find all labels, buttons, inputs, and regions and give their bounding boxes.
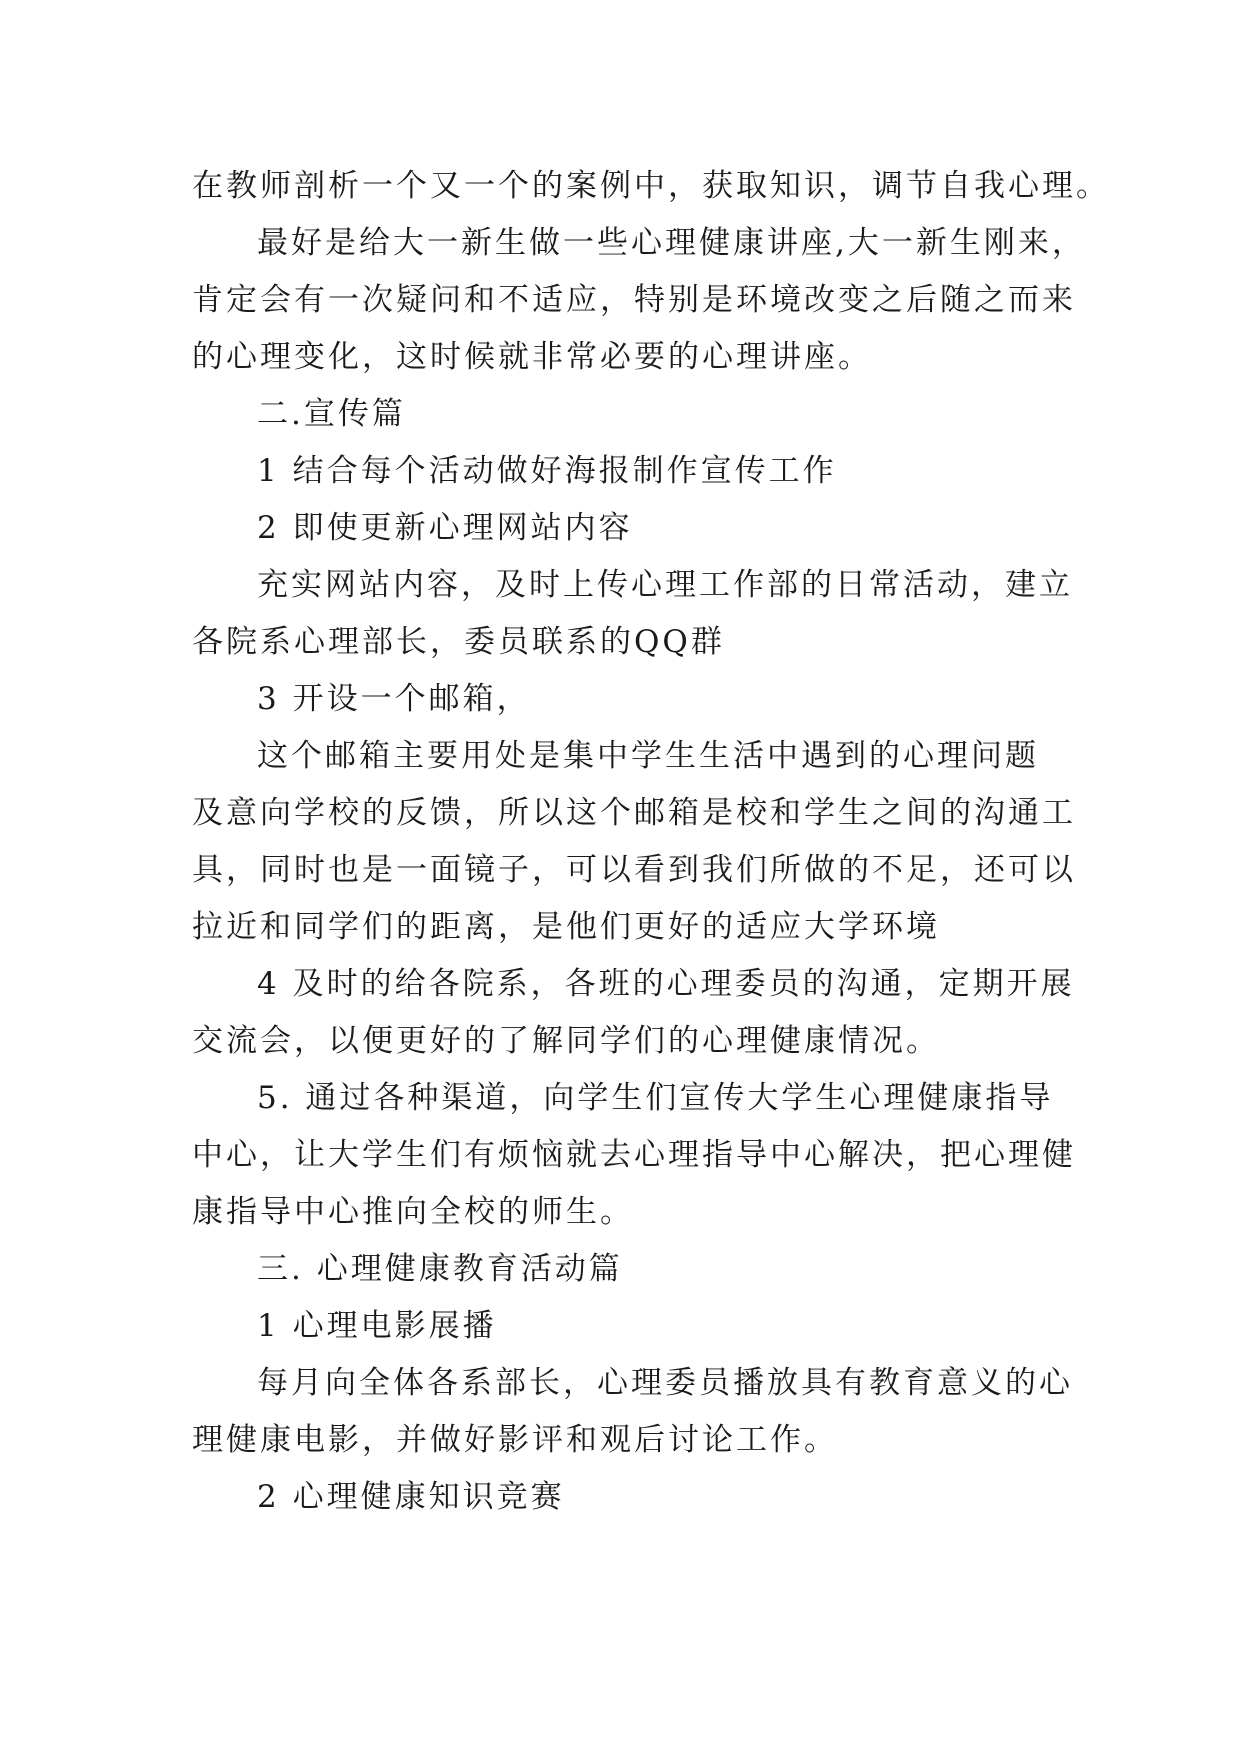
text-line: 具，同时也是一面镜子，可以看到我们所做的不足，还可以 [192,852,1076,888]
text-line: 各院系心理部长，委员联系的QQ群 [192,624,725,660]
text-line: 拉近和同学们的距离，是他们更好的适应大学环境 [192,909,940,945]
section-heading: 三. 心理健康教育活动篇 [257,1251,623,1287]
list-item: 3 开设一个邮箱， [257,681,531,717]
text-line: 肯定会有一次疑问和不适应，特别是环境改变之后随之而来 [192,282,1076,318]
list-item: 1 心理电影展播 [257,1308,497,1344]
list-item: 5. 通过各种渠道，向学生们宣传大学生心理健康指导 [257,1080,1054,1116]
text-line: 在教师剖析一个又一个的案例中，获取知识，调节自我心理。 [192,168,1110,204]
text-line: 这个邮箱主要用处是集中学生生活中遇到的心理问题 [257,738,1039,774]
text-line: 康指导中心推向全校的师生。 [192,1194,634,1230]
list-item: 2 心理健康知识竞赛 [257,1479,565,1515]
section-heading: 二.宣传篇 [257,396,406,432]
list-item: 2 即使更新心理网站内容 [257,510,633,546]
text-line: 理健康电影，并做好影评和观后讨论工作。 [192,1422,838,1458]
list-item: 4 及时的给各院系，各班的心理委员的沟通，定期开展 [257,966,1075,1002]
text-line: 充实网站内容，及时上传心理工作部的日常活动，建立 [257,567,1073,603]
text-line: 的心理变化，这时候就非常必要的心理讲座。 [192,339,872,375]
text-line: 中心，让大学生们有烦恼就去心理指导中心解决，把心理健 [192,1137,1076,1173]
text-line: 交流会，以便更好的了解同学们的心理健康情况。 [192,1023,940,1059]
text-line: 及意向学校的反馈，所以这个邮箱是校和学生之间的沟通工 [192,795,1076,831]
text-line: 每月向全体各系部长，心理委员播放具有教育意义的心 [257,1365,1073,1401]
list-item: 1 结合每个活动做好海报制作宣传工作 [257,453,837,489]
text-line: 最好是给大一新生做一些心理健康讲座,大一新生刚来， [257,225,1086,261]
